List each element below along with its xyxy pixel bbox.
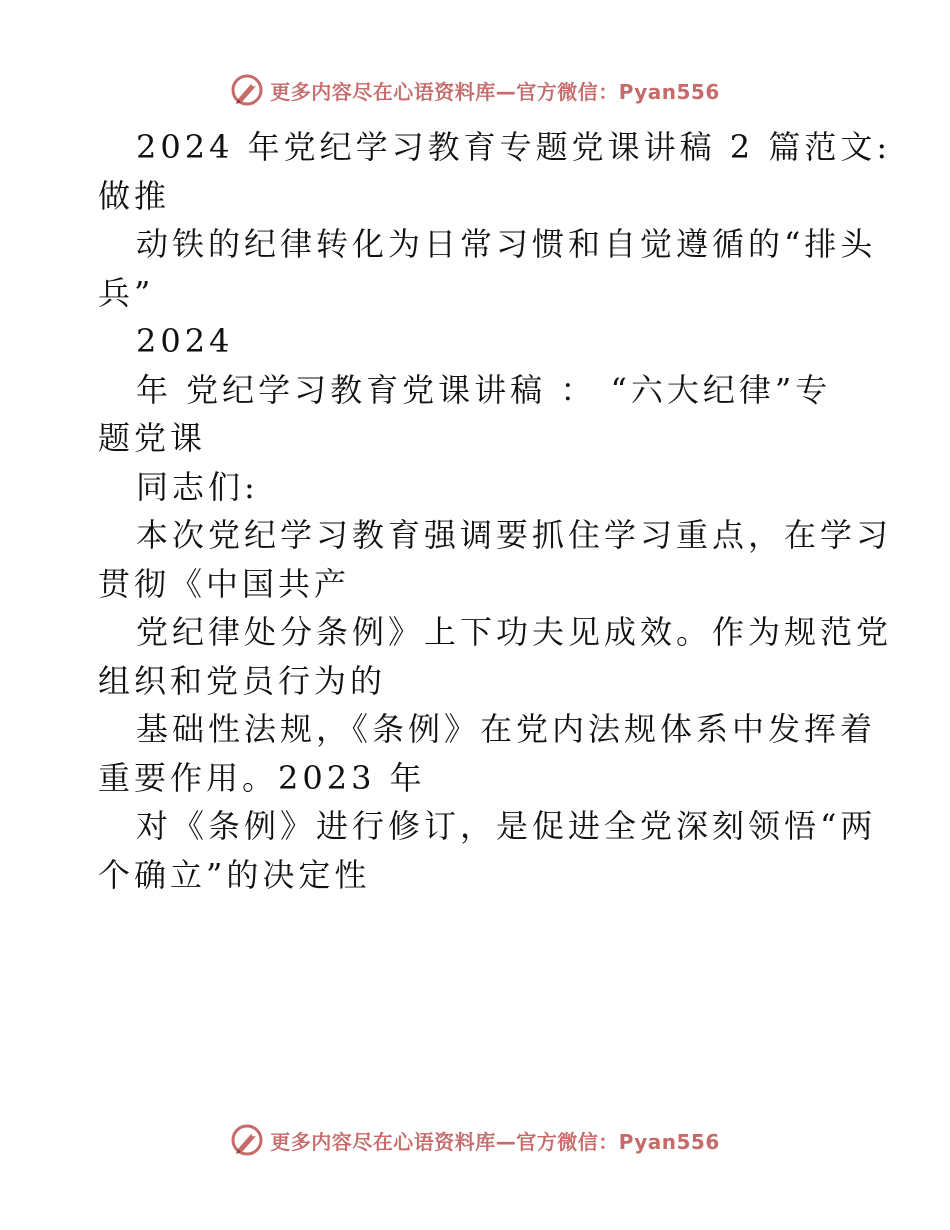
paragraph-line: 贯彻《中国共产 xyxy=(98,564,351,603)
pen-circle-logo-icon xyxy=(230,73,264,107)
document-body xyxy=(98,123,893,899)
header-watermark xyxy=(0,70,950,110)
footer-watermark-text: 更多内容尽在心语资料库—官方微信：Pyan556 xyxy=(270,1129,720,1154)
paragraph-line: 2024 xyxy=(136,322,234,360)
paragraph-line: 基础性法规，《条例》在党内法规体系中发挥着 xyxy=(136,710,877,748)
paragraph-line: 2024 年党纪学习教育专题党课讲稿 2 篇范文: xyxy=(136,128,892,166)
header-watermark-text: 更多内容尽在心语资料库—官方微信：Pyan556 xyxy=(270,79,720,104)
paragraph-line: 同志们: xyxy=(136,467,259,506)
paragraph-line: 个确立”的决定性 xyxy=(98,855,371,894)
paragraph-line: 组织和党员行为的 xyxy=(98,661,387,700)
paragraph-line: 兵” xyxy=(98,273,155,312)
paragraph-line: 动铁的纪律转化为日常习惯和自觉遵循的“排头 xyxy=(136,225,877,263)
paragraph-line: 对《条例》进行修订，是促进全党深刻领悟“两 xyxy=(136,807,877,845)
paragraph-line: 题党课 xyxy=(98,419,207,457)
paragraph-line: 党纪律处分条例》上下功夫见成效。作为规范党 xyxy=(136,613,893,651)
paragraph-line: 本次党纪学习教育强调要抓住学习重点，在学习 xyxy=(136,516,893,554)
paragraph-line: 重要作用。2023 年 xyxy=(98,758,426,797)
footer-watermark xyxy=(0,1120,950,1160)
pen-circle-logo-icon xyxy=(230,1123,264,1157)
paragraph-line: 做推 xyxy=(98,176,171,215)
paragraph-line: 年 党纪学习教育党课讲稿 ： “六大纪律”专 xyxy=(136,370,832,409)
